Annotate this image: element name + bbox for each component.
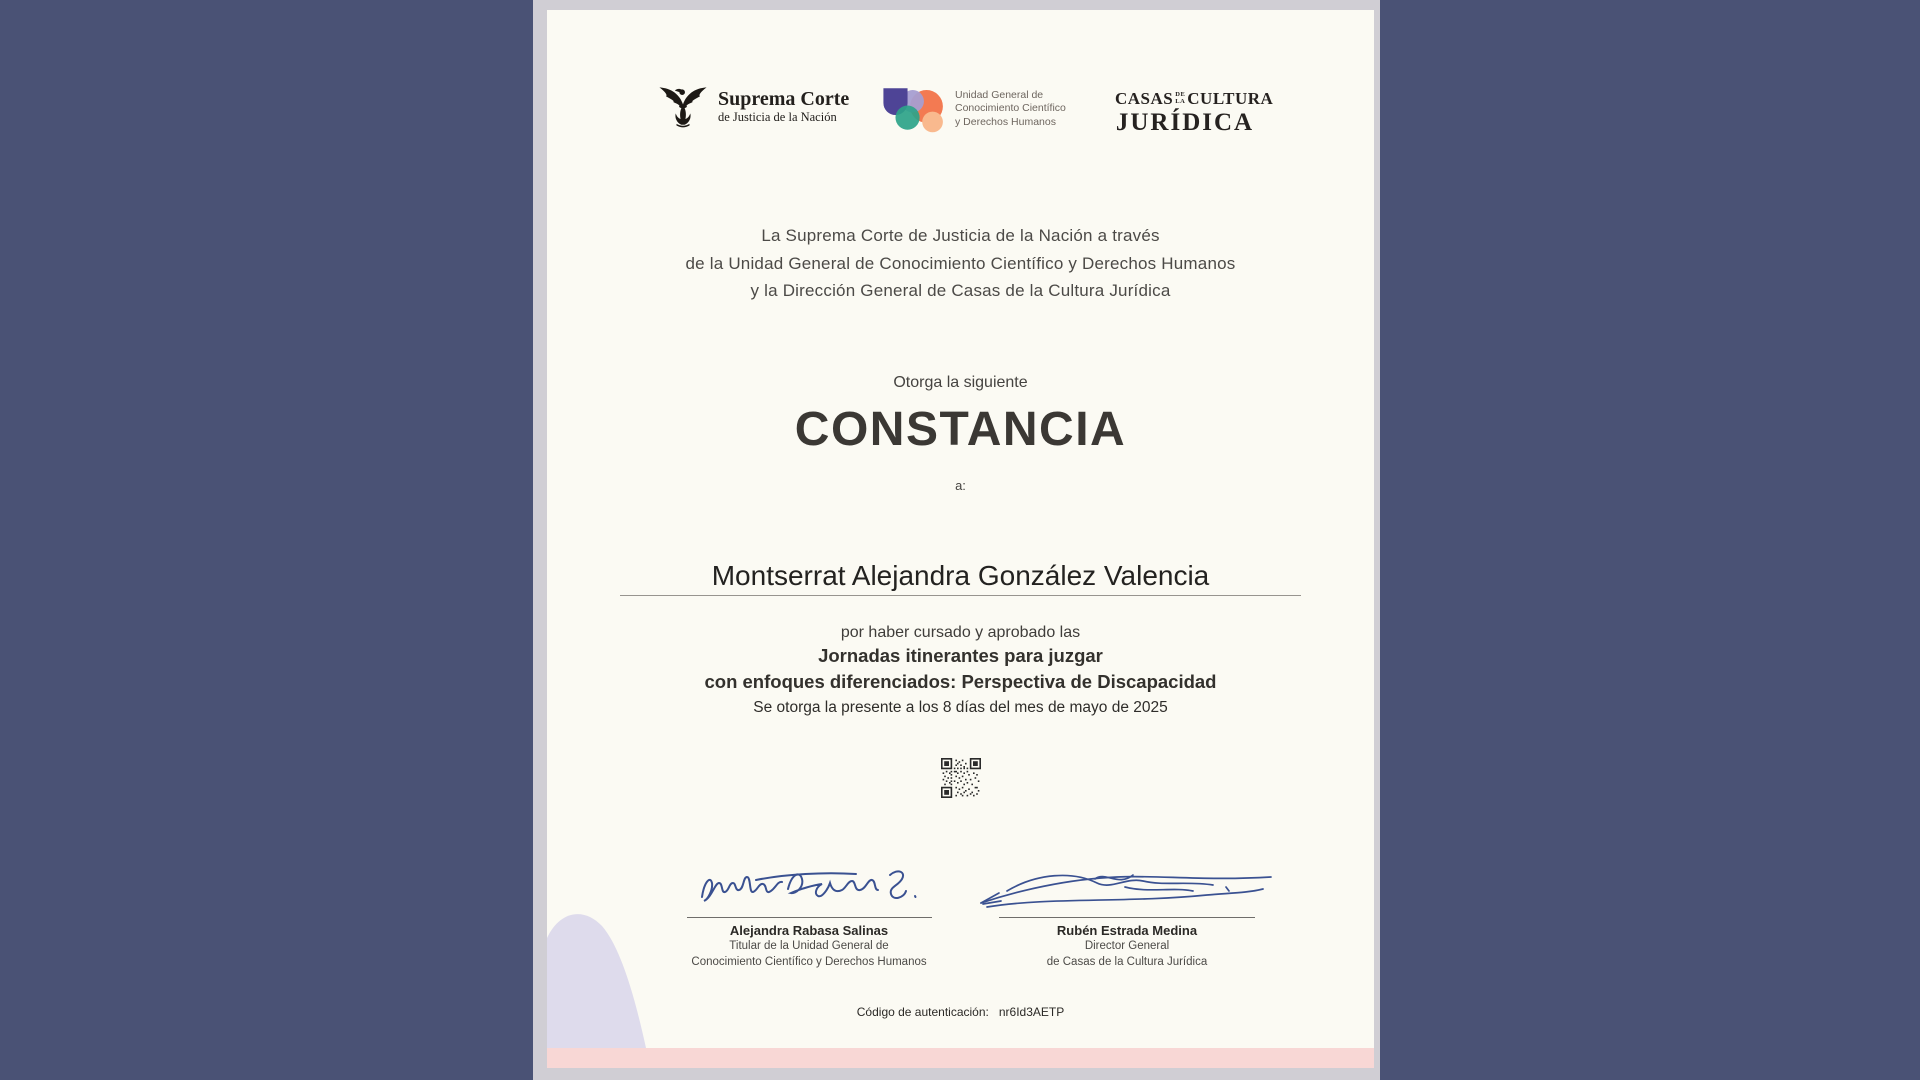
signer-name: Alejandra Rabasa Salinas xyxy=(729,923,889,938)
ugcc-logo-line: y Derechos Humanos xyxy=(955,115,1056,128)
issuer-line: y la Dirección General de Casas de la Cultura Jurídica xyxy=(750,281,1171,300)
auth-code-value: nr6Id3AETP xyxy=(998,1005,1065,1019)
course-title-line2: con enfoques diferenciados: Perspectiva de Discapacidad xyxy=(704,671,1217,692)
certificate-page xyxy=(547,10,1374,1068)
scjn-logo-title: Suprema Corte xyxy=(718,88,850,110)
page-gutter xyxy=(533,0,1380,1080)
otorga-label: Otorga la siguiente xyxy=(893,374,1028,391)
por-haber-line: por haber cursado y aprobado las xyxy=(840,624,1081,641)
recipient-name: Montserrat Alejandra González Valencia xyxy=(711,560,1210,591)
lavender-fin-decoration xyxy=(547,906,665,1048)
scjn-logo-subtitle: de Justicia de la Nación xyxy=(718,110,837,124)
issuer-line: La Suprema Corte de Justicia de la Nación a través xyxy=(761,226,1160,245)
issue-date-line: Se otorga la presente a los 8 días del mes de mayo de 2025 xyxy=(753,699,1168,716)
ugcc-logo-text xyxy=(955,89,1066,130)
ccj-logo-line1: CASAS DE LA CULTURA xyxy=(1115,89,1274,108)
ccj-logo-line2: JURÍDICA xyxy=(1115,109,1255,137)
scjn-logo-text xyxy=(718,88,849,124)
ugcc-logo xyxy=(878,84,1066,134)
ccj-logo xyxy=(1115,89,1274,137)
eagle-crest-icon xyxy=(657,82,709,130)
signer-title: Titular de la Unidad General de xyxy=(729,940,889,952)
signature-block-left xyxy=(649,859,969,970)
recipient-underline xyxy=(620,595,1301,596)
scjn-logo xyxy=(657,82,849,130)
signature-line xyxy=(999,917,1255,918)
issuer-line: de la Unidad General de Conocimiento Científico y Derechos Humanos xyxy=(685,253,1236,273)
auth-code-label: Código de autenticación: xyxy=(856,1005,989,1019)
qr-code xyxy=(941,758,981,798)
signature-block-right xyxy=(967,855,1287,970)
document-title: CONSTANCIA xyxy=(794,403,1127,456)
signer-title: Director General xyxy=(1084,940,1170,952)
signer-title: Conocimiento Científico y Derechos Humanos xyxy=(691,955,927,968)
a-label: a: xyxy=(955,478,966,493)
signer-name: Rubén Estrada Medina xyxy=(1056,923,1198,938)
overlapping-shapes-logo-icon xyxy=(878,84,944,134)
ugcc-logo-line: Conocimiento Científico xyxy=(955,102,1066,115)
course-title-line1: Jornadas itinerantes para juzgar xyxy=(818,645,1103,666)
pink-footer-strip xyxy=(547,1048,1374,1068)
ugcc-logo-line: Unidad General de xyxy=(955,88,1044,101)
auth-code-row xyxy=(547,1005,1374,1020)
issuer-paragraph xyxy=(547,222,1374,305)
handwritten-signature-alejandra xyxy=(694,859,924,917)
handwritten-signature-ruben xyxy=(977,855,1277,917)
signer-title: de Casas de la Cultura Jurídica xyxy=(1046,955,1208,968)
signature-line xyxy=(687,917,932,918)
ccj-logo-dela: DE LA xyxy=(1175,91,1186,105)
